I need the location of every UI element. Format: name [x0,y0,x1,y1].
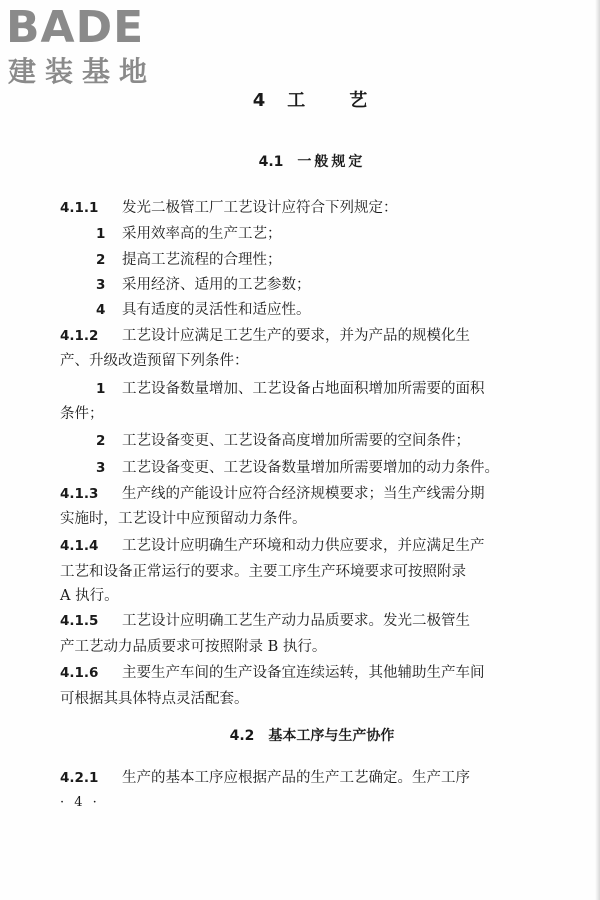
clause-4-1-2 [60,324,470,348]
clause-number: 4.1.4 [60,538,99,554]
section-heading: 一般规定 [297,154,366,170]
clause-text: 发光二极管工厂工艺设计应符合下列规定： [122,200,398,216]
clause-text: 主要生产车间的生产设备宜连续运转，其他辅助生产车间 [122,665,485,681]
clause-text-continuation: 产、升级改造预留下列条件： [60,353,249,369]
chapter-title [10,86,600,116]
list-item [96,429,470,453]
chapter-number: 4 [252,90,266,111]
clause-text: 工艺设计应明确工艺生产动力品质要求。发光二极管生 [122,613,470,629]
page-number: · 4 · [60,795,100,810]
logo-wordmark: BADE [6,2,145,53]
list-item [96,298,311,322]
clause-text: 工艺设计应满足工艺生产的要求，并为产品的规模化生 [122,328,470,344]
list-item [96,222,282,246]
clause-number: 4.1.3 [60,486,99,502]
section-title-4-1 [12,150,600,174]
item-text: 工艺设备变更、工艺设备数量增加所需要增加的动力条件。 [122,460,499,476]
clause-4-1-5 [60,609,470,633]
section-heading: 基本工序与生产协作 [268,728,395,744]
clause-number: 4.1.1 [60,200,99,216]
item-text: 工艺设备变更、工艺设备高度增加所需要的空间条件； [122,433,470,449]
clause-4-1-1 [60,196,398,220]
item-text: 工艺设备数量增加、工艺设备占地面积增加所需要的面积 [122,381,485,397]
item-number: 3 [96,460,106,476]
bade-logo-watermark [6,2,176,94]
item-number: 1 [96,381,106,397]
section-number: 4.1 [258,154,284,170]
list-item [96,273,311,297]
clause-number: 4.1.6 [60,665,99,681]
page-edge-shadow [595,0,600,900]
clause-number: 4.1.5 [60,613,99,629]
clause-text-continuation: A 执行。 [60,588,119,604]
clause-number: 4.1.2 [60,328,99,344]
clause-text: 生产线的产能设计应符合经济规模要求；当生产线需分期 [122,486,485,502]
item-text-continuation: 条件； [60,406,104,422]
clause-text-continuation: 可根据其具体特点灵活配套。 [60,691,249,707]
chapter-title-char-2: 艺 [349,90,368,111]
clause-4-2-1 [60,766,470,790]
chapter-title-char-1: 工 [287,90,306,111]
list-item [96,377,485,401]
item-text: 采用经济、适用的工艺参数； [122,277,311,293]
item-number: 2 [96,252,106,268]
section-number: 4.2 [229,728,255,744]
list-item [96,248,282,272]
item-number: 2 [96,433,106,449]
clause-text-continuation: 产工艺动力品质要求可按照附录 B 执行。 [60,639,327,655]
item-text: 具有适度的灵活性和适应性。 [122,302,311,318]
clause-text-continuation: 实施时，工艺设计中应预留动力条件。 [60,511,307,527]
item-number: 3 [96,277,106,293]
clause-text: 生产的基本工序应根据产品的生产工艺确定。生产工序 [122,770,470,786]
clause-4-1-3 [60,482,485,506]
clause-text-continuation: 工艺和设备正常运行的要求。主要工序生产环境要求可按照附录 [60,564,466,580]
item-number: 4 [96,302,106,318]
item-text: 采用效率高的生产工艺； [122,226,282,242]
clause-4-1-4 [60,534,485,558]
section-title-4-2 [12,724,600,748]
clause-4-1-6 [60,661,485,685]
clause-text: 工艺设计应明确生产环境和动力供应要求，并应满足生产 [122,538,485,554]
list-item [96,456,499,480]
logo-subtitle: 建装基地 [8,55,157,88]
item-number: 1 [96,226,106,242]
clause-number: 4.2.1 [60,770,99,786]
item-text: 提高工艺流程的合理性； [122,252,282,268]
